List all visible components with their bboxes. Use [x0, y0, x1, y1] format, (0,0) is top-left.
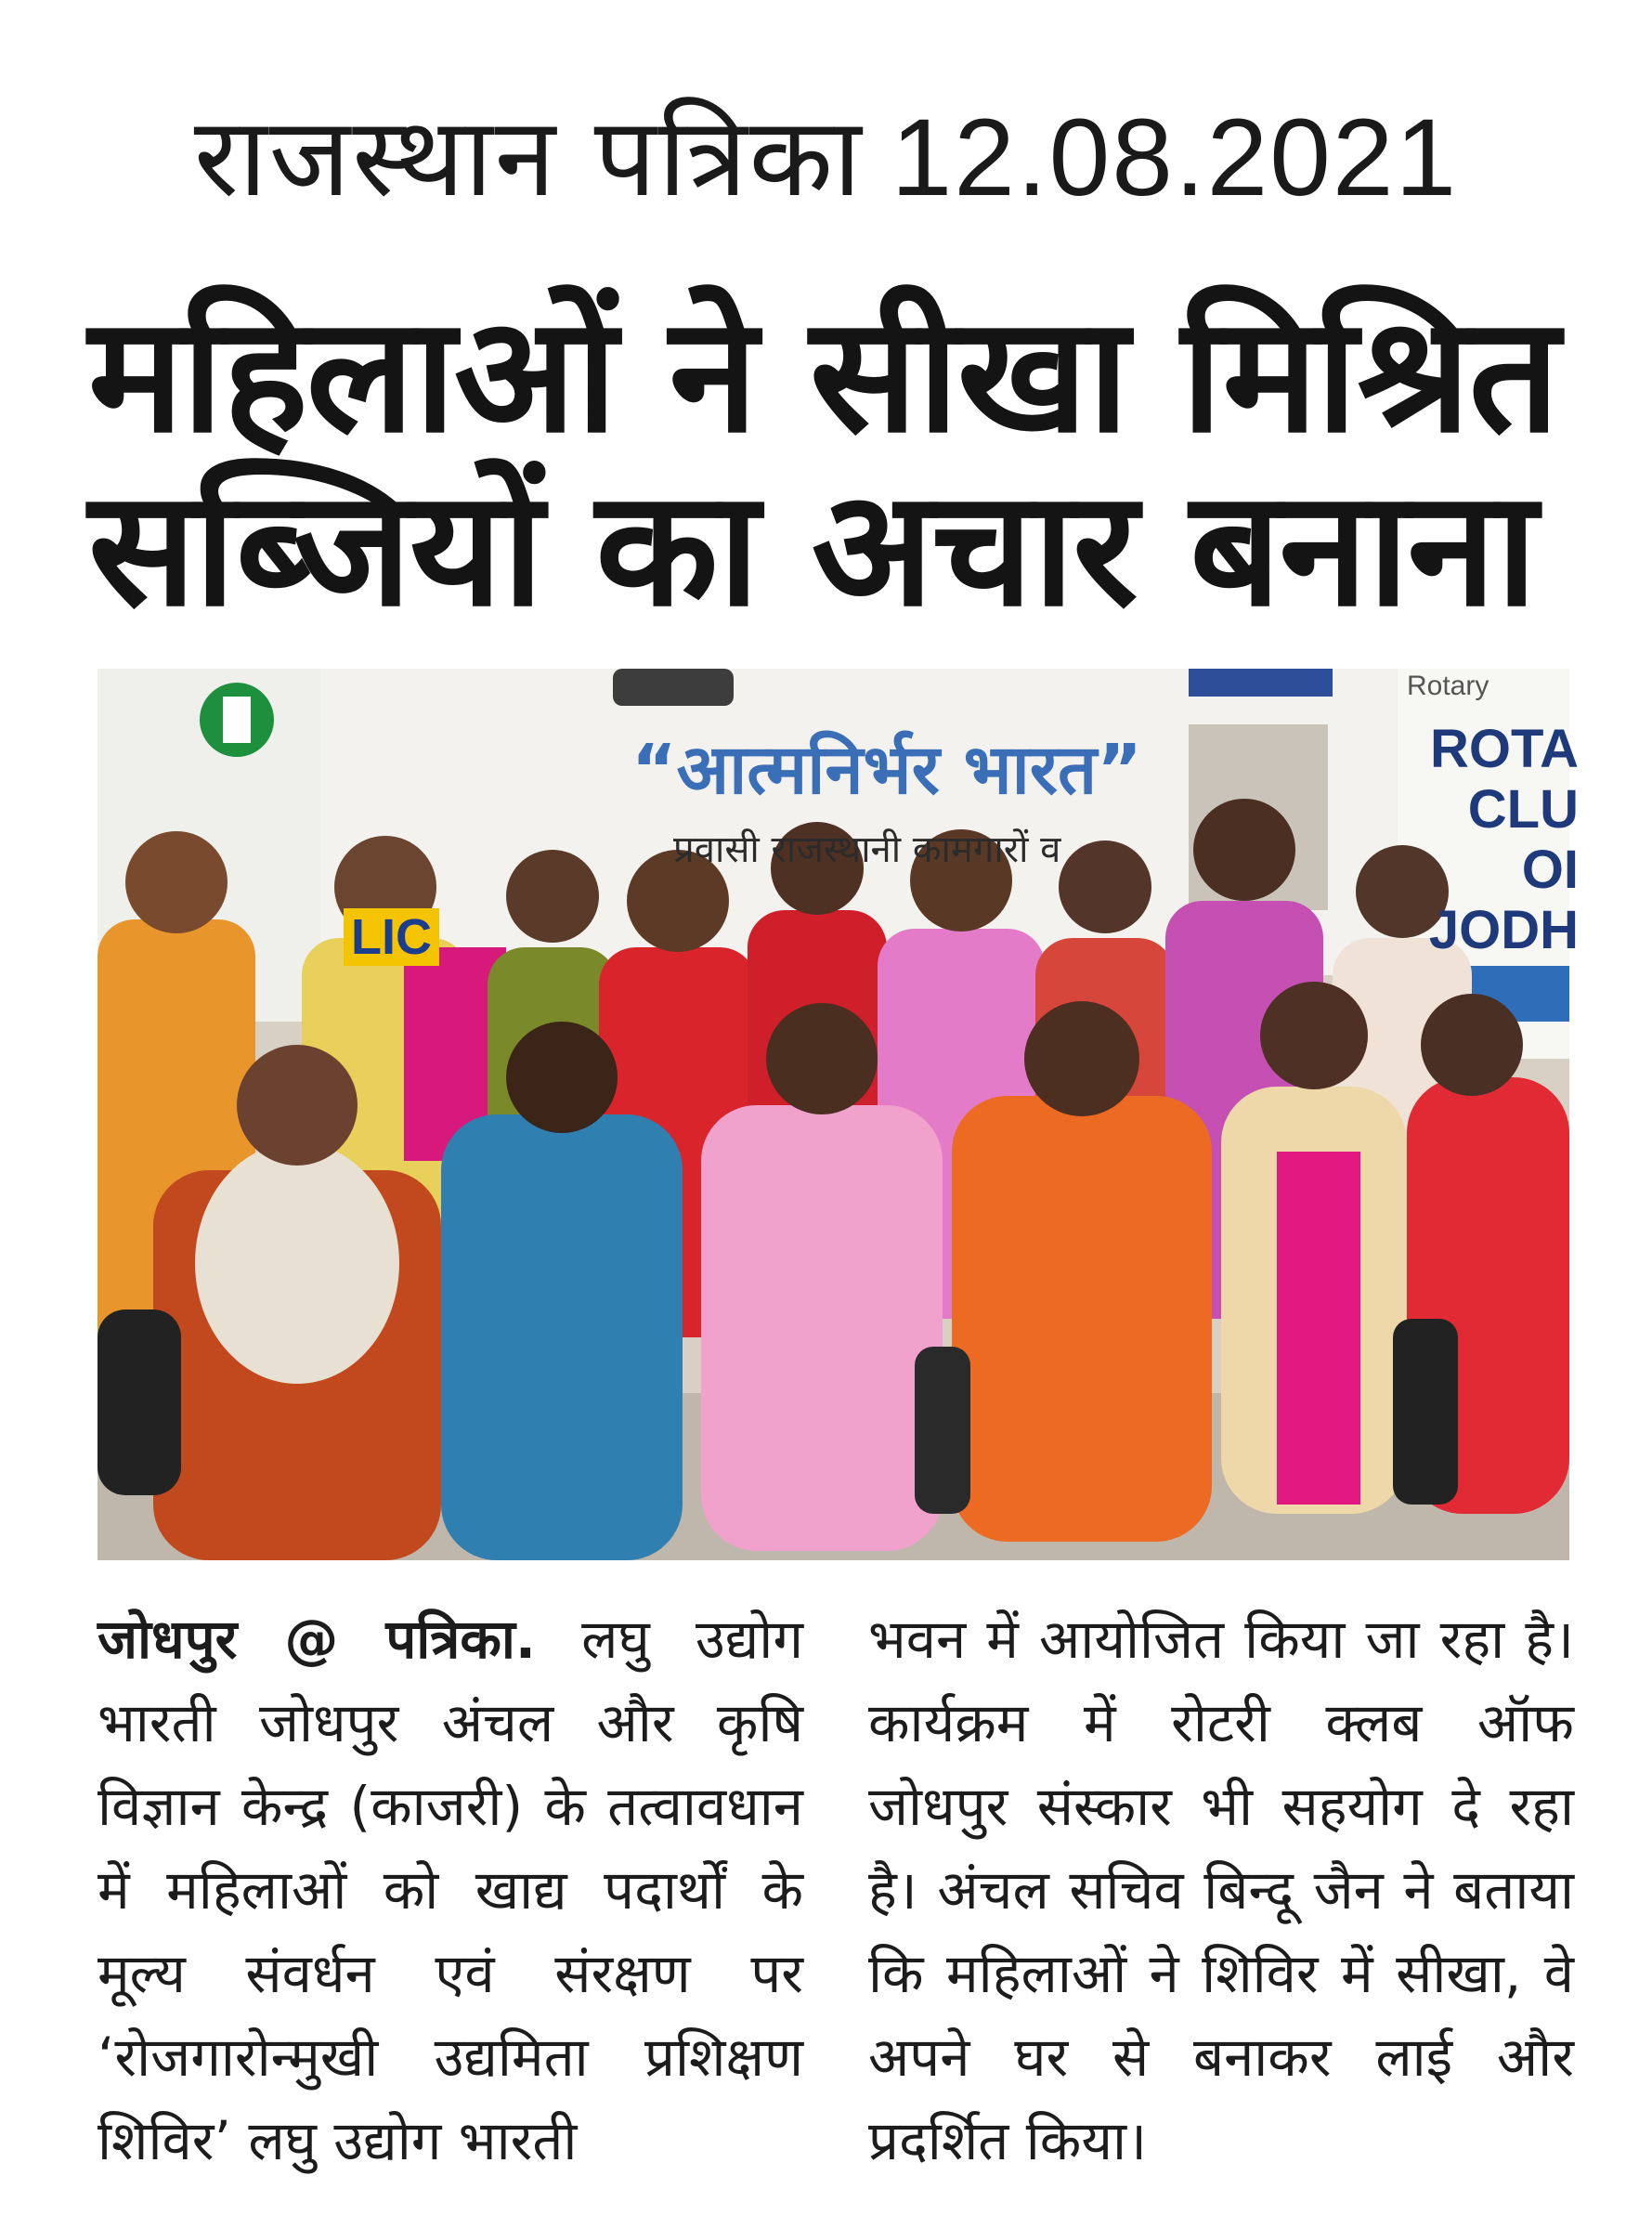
masthead	[0, 93, 1652, 221]
article-column-1	[98, 1597, 803, 2182]
rotary-logo-text: Rotary	[1407, 671, 1489, 701]
lic-logo: LIC	[344, 908, 439, 966]
dateline: जोधपुर @ पत्रिका.	[98, 1608, 536, 1671]
group-photo	[98, 669, 1579, 1560]
publication-date: 12.08.2021	[891, 97, 1459, 219]
article-column-2: भवन में आयोजित किया जा रहा है। कार्यक्रम में रोटरी क्लब ऑफ जोधपुर संस्कार भी सहयोग दे रहा है। अंचल सचिव बिन्दू जैन ने बताया कि महिलाओं ने शिविर में सीखा, वे अपने घर से बनाकर लाई और प्रदर्शित किया।	[868, 1608, 1574, 2172]
article-text-1: लघु उद्योग भारती जोधपुर अंचल और कृषि विज्ञान केन्द्र (काजरी) के तत्वावधान में महिलाओं को खाद्य पदार्थों के मूल्य संवर्धन एवं संरक्षण पर ‘रोजगारोन्मुखी उद्यमिता प्रशिक्षण शिविर’ लघु उद्योग भारती	[98, 1608, 803, 2172]
newspaper-name: राजस्थान पत्रिका	[193, 93, 864, 221]
headline-line-2: सब्जियों का अचार बनाना	[88, 455, 1536, 642]
rotary-club-banner: ROTA CLU OI JODH	[1428, 719, 1579, 960]
banner-title: “आत्मनिर्भर भारत”	[631, 730, 1142, 810]
banner-subtitle: प्रवासी राजस्थानी कामगारों व	[673, 828, 1061, 871]
headline-line-1: महिलाओं ने सीखा मिश्रित	[88, 281, 1558, 468]
